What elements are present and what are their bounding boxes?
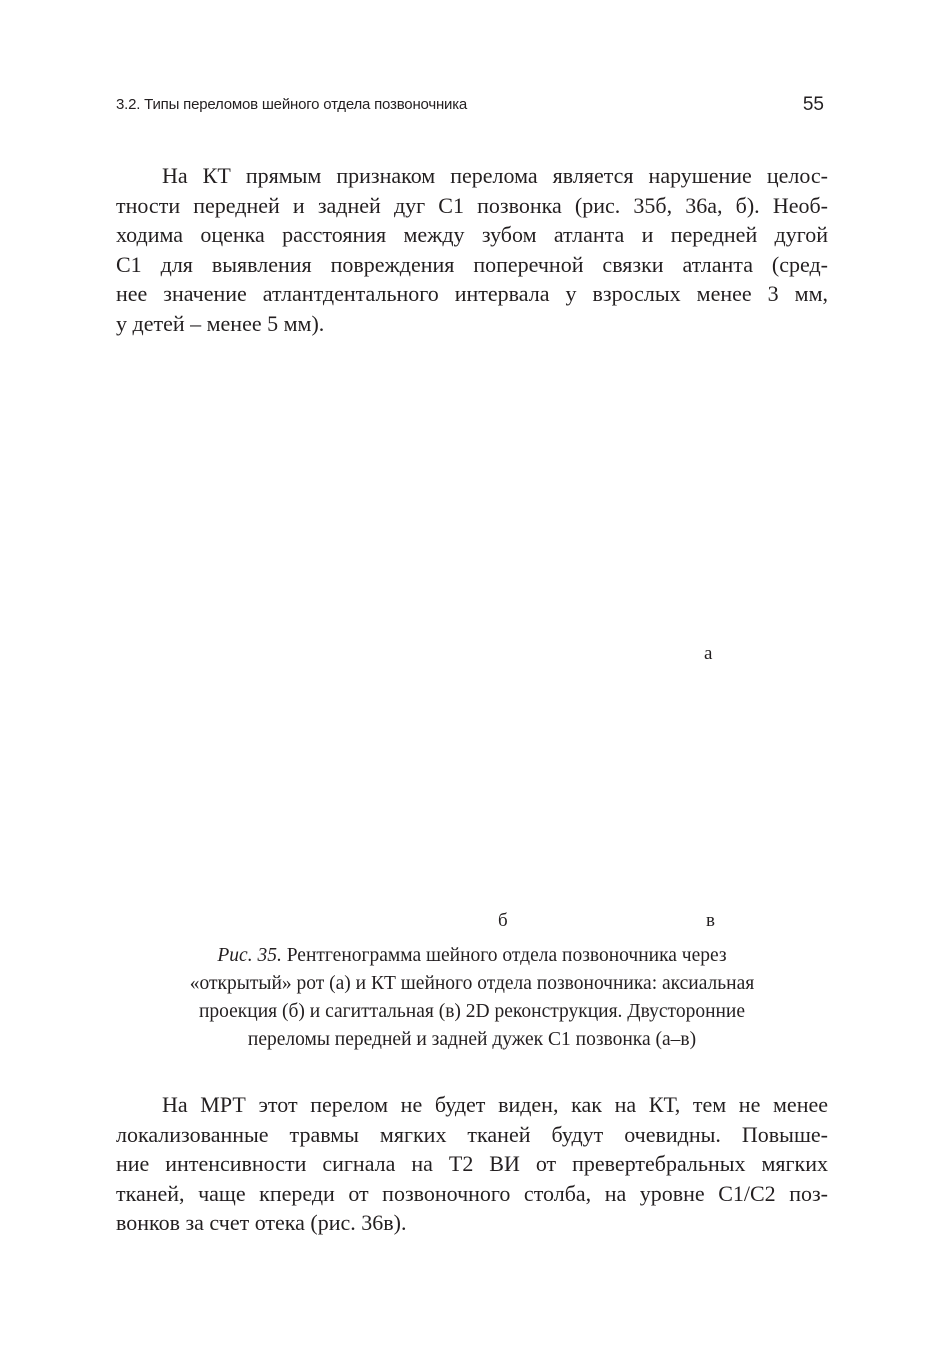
- paragraph-line: тности передней и задней дуг С1 позвонка (рис. 35б, 36а, б). Необ-: [116, 192, 828, 218]
- paragraph-line: ние интенсивности сигнала на Т2 ВИ от превертебральных мягких: [116, 1151, 828, 1176]
- panel-label-c: в: [706, 910, 715, 931]
- paragraph-line: нее значение атлантдентального интервала у взрослых менее 3 мм,: [116, 281, 828, 306]
- running-header: [116, 94, 824, 120]
- caption-line: переломы передней и задней дужек С1 позвонка (а–в): [247, 1029, 697, 1050]
- paragraph-line: локализованные травмы мягких тканей будут очевидны. Повыше-: [116, 1121, 828, 1147]
- panel-label-a: а: [704, 643, 713, 664]
- paragraph-mri-findings: [116, 1090, 828, 1238]
- caption-label: Рис. 35.: [217, 945, 282, 966]
- caption-line: «открытый» рот (а) и КТ шейного отдела позвоночника: аксиальная: [189, 973, 755, 994]
- paragraph-line: На МРТ этот перелом не будет виден, как на КТ, тем не менее: [162, 1092, 828, 1117]
- caption-line: [116, 942, 828, 970]
- figure-caption: [116, 942, 828, 1054]
- paragraph-line: С1 для выявления повреждения поперечной связки атланта (сред-: [116, 251, 828, 277]
- paragraph-line: На КТ прямым признаком перелома является нарушение целос-: [162, 163, 828, 188]
- paragraph-line: у детей – менее 5 мм).: [116, 310, 325, 336]
- panel-label-b: б: [498, 910, 508, 931]
- caption-line: проекция (б) и сагиттальная (в) 2D реконструкция. Двусторонние: [198, 1001, 746, 1022]
- paragraph-line: ходима оценка расстояния между зубом атланта и передней дугой: [116, 222, 828, 247]
- figure-35: [116, 360, 828, 945]
- page-number: 55: [802, 94, 824, 115]
- paragraph-line: тканей, чаще кпереди от позвоночного столба, на уровне С1/С2 поз-: [116, 1180, 828, 1206]
- paragraph-line: вонков за счет отека (рис. 36в).: [116, 1210, 407, 1235]
- paragraph-ct-findings: [116, 161, 828, 338]
- section-title: 3.2. Типы переломов шейного отдела позвоночника: [116, 96, 468, 113]
- caption-text: Рентгенограмма шейного отдела позвоночника через: [286, 945, 727, 966]
